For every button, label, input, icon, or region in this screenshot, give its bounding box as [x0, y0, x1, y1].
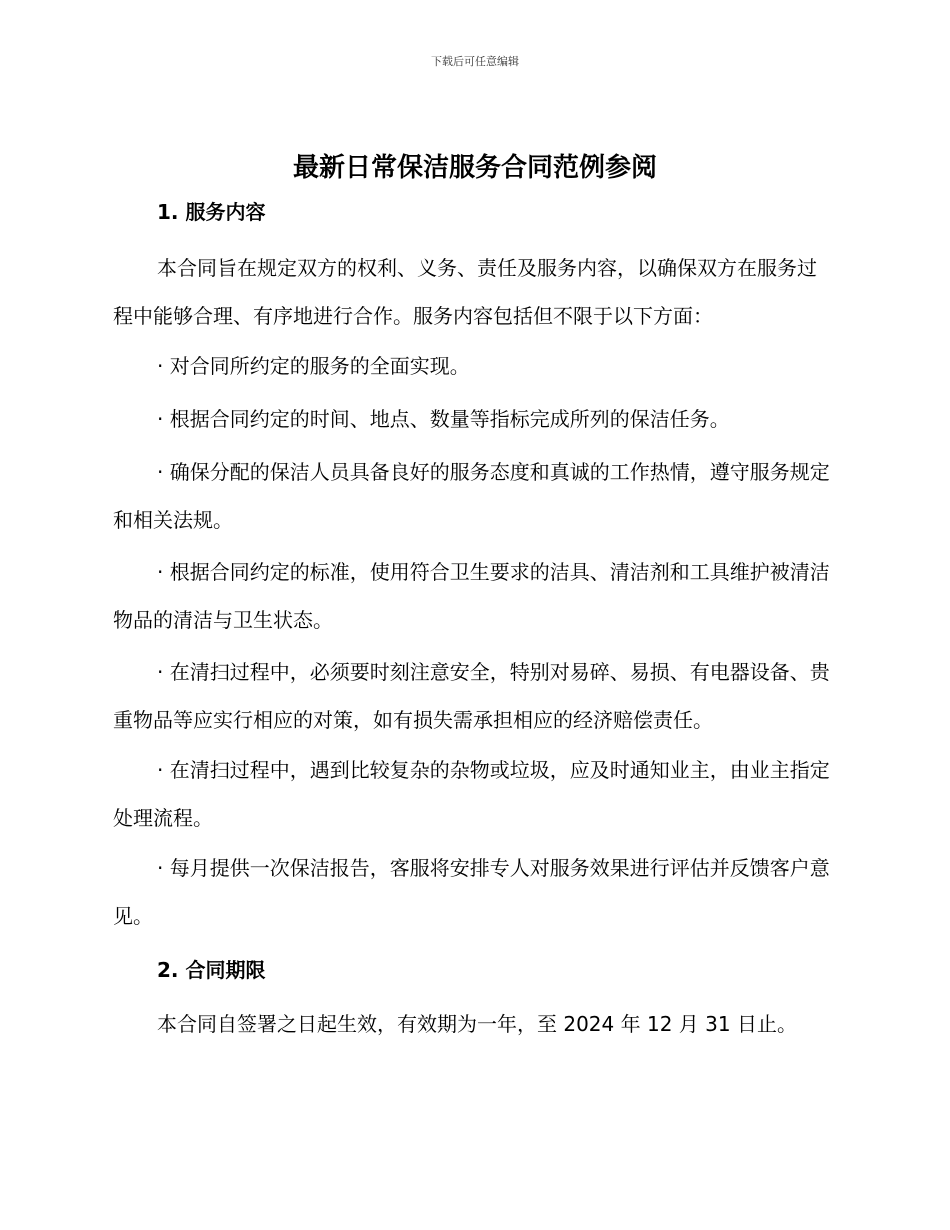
section-heading-service-content: 1. 服务内容	[157, 200, 266, 224]
service-item-2: · 根据合同约定的时间、地点、数量等指标完成所列的保洁任务。	[157, 407, 730, 431]
service-item-3: · 确保分配的保洁人员具备良好的服务态度和真诚的工作热情，遵守服务规定和相关法规。	[113, 460, 830, 532]
service-item-5: · 在清扫过程中，必须要时刻注意安全，特别对易碎、易损、有电器设备、贵重物品等应实行相应的对策，如有损失需承担相应的经济赔偿责任。	[113, 660, 830, 732]
service-item-7: · 每月提供一次保洁报告，客服将安排专人对服务效果进行评估并反馈客户意见。	[113, 856, 830, 928]
section2-body-paragraph: 本合同自签署之日起生效，有效期为一年，至 2024 年 12 月 31 日止。	[157, 1012, 797, 1036]
service-item-6: · 在清扫过程中，遇到比较复杂的杂物或垃圾，应及时通知业主，由业主指定处理流程。	[113, 758, 830, 830]
service-item-4: · 根据合同约定的标准，使用符合卫生要求的洁具、清洁剂和工具维护被清洁物品的清洁与卫生状态。	[113, 560, 830, 632]
service-item-1: · 对合同所约定的服务的全面实现。	[157, 354, 470, 378]
page-header-note: 下载后可任意编辑	[431, 55, 519, 68]
section-heading-contract-term: 2. 合同期限	[157, 958, 266, 982]
document-title: 最新日常保洁服务合同范例参阅	[292, 153, 657, 183]
section1-intro-paragraph: 本合同旨在规定双方的权利、义务、责任及服务内容，以确保双方在服务过程中能够合理、有序地进行合作。服务内容包括但不限于以下方面：	[113, 256, 817, 328]
